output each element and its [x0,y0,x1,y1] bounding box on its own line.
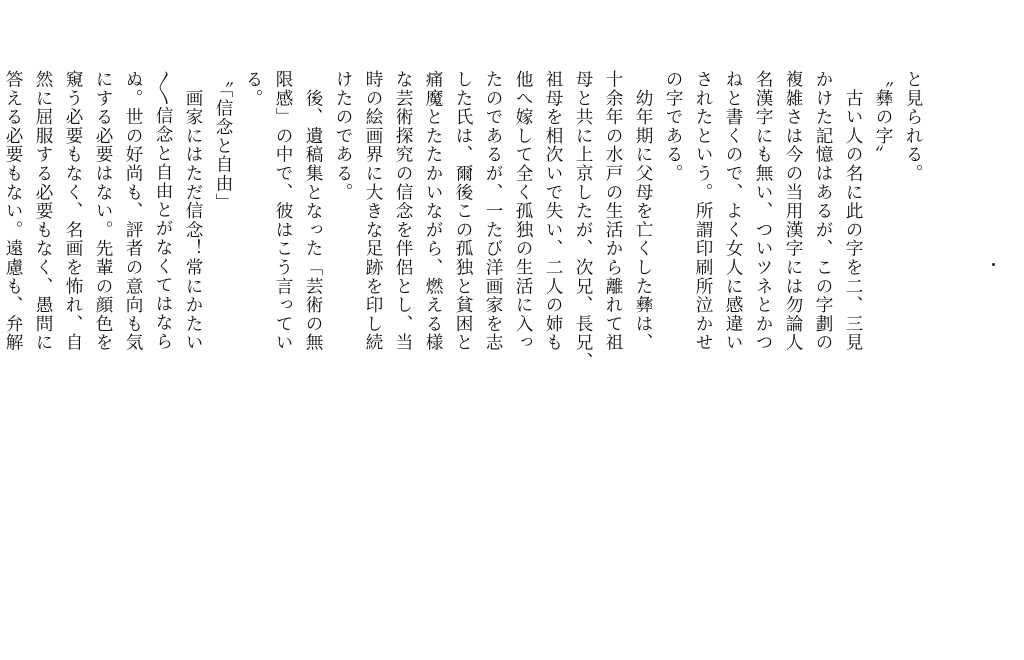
text-column: 画家にはただ信念！常にかたい [183,70,203,352]
scan-speck [992,263,995,266]
text-column: されたという。所謂印刷所泣かせ [693,70,713,352]
text-column: した氏は、爾後この孤独と貧困と [453,70,473,352]
text-column: たのであるが、一たび洋画家を志 [483,70,503,352]
text-column: の字である。 [663,70,683,183]
text-column: 痛魔とたたかいながら、燃える様 [423,70,443,352]
text-column: 答える必要もない。遠慮も、弁解 [3,70,23,352]
text-column: と見られる。 [903,70,923,183]
text-column: る。 [243,70,263,108]
text-column: な芸術探究の信念を伴侶とし、当 [393,70,413,352]
text-column: 母と共に上京したが、次兄、長兄、 [573,70,593,371]
text-column: かけた記憶はあるが、この字劃の [813,70,833,352]
text-column: 祖母を相次いで失い、二人の姉も [543,70,563,352]
text-column: 名漢字にも無い、ついツネとかつ [753,70,773,352]
text-column: 窺う必要もなく、名画を怖れ、自 [63,70,83,352]
text-column: けたのである。 [333,70,353,202]
text-column: 後、遺稿集となった「芸術の無 [303,70,323,352]
text-column: にする必要はない。先輩の顔色を [93,70,113,352]
text-column: 然に屈服する必要もなく、愚問に [33,70,53,352]
text-column: 他へ嫁して全く孤独の生活に入っ [513,70,533,352]
text-column: 〝彝の字〟 [873,70,893,164]
text-column: 複雑さは今の当用漢字には勿論人 [783,70,803,352]
text-column: 十余年の水戸の生活から離れて祖 [603,70,623,352]
text-column: 〝「信念と自由」 [213,70,233,212]
text-column: 限感」の中で、彼はこう言ってい [273,70,293,352]
text-column: 古い人の名に此の字を二、三見 [843,70,863,352]
text-column: 時の絵画界に大きな足跡を印し続 [363,70,383,352]
vertical-text-block [3,70,928,590]
text-column: 〳〵信念と自由とがなくてはなら [153,70,173,351]
text-column: 幼年期に父母を亡くした彝は、 [633,70,653,352]
text-column: ねと書くので、よく女人に感違い [723,70,743,352]
text-column: ぬ。世の好尚も、評者の意向も気 [123,70,143,352]
